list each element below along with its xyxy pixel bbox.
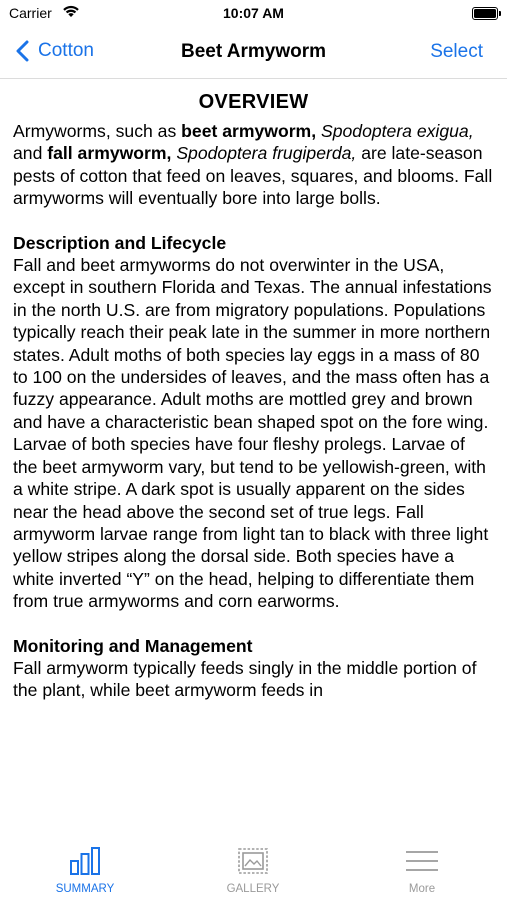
stamp-icon: [236, 846, 270, 876]
description-paragraph: Fall and beet armyworms do not overwinter in the USA, except in southern Florida and Texas. The annual infestations in the north U.S. are from migratory populations. Populations typically reach their peak late in the summer in more northern states. Adult moths of both species lay eggs in a mass of 80 to 100 on the undersides of leaves, and the mass often has a fuzzy appearance. Adult moths are mottled grey and brown and have a characteristic bean shaped spot on the fore wing. Larvae of both species have four fleshy prolegs. Larvae of the beet armyworm vary, but tend to be yellowish-green, with a white stripe. A dark spot is usually apparent on the sides near the head above the second set of true legs. Fall armyworm larvae range from light tan to black with three light yellow stripes along the dorsal side. Both species have a white inverted “Y” on the head, helping to differentiate them from true armyworms and corn earworms.: [13, 255, 492, 612]
description-heading: Description and Lifecycle: [13, 232, 227, 253]
tab-more[interactable]: [362, 846, 482, 895]
beet-armyworm-term: beet armyworm,: [181, 121, 317, 141]
hamburger-icon: [405, 846, 439, 876]
monitoring-heading: Monitoring and Management: [13, 635, 253, 656]
back-label: Cotton: [38, 40, 94, 61]
status-time: 10:07 AM: [223, 5, 284, 21]
fall-armyworm-species: Spodoptera frugiperda,: [171, 143, 357, 164]
beet-armyworm-species: Spodoptera exigua,: [316, 121, 474, 141]
tab-gallery[interactable]: [193, 846, 313, 895]
overview-paragraph: Armyworms, such as beet armyworm, Spodoptera exigua, and fall armyworm, Spodoptera frugiperda, are late-season pests of cotton that feed on leaves, squares, and blooms. Fall armyworms will eventually bore into large bolls.: [13, 121, 493, 209]
carrier-label: Carrier: [9, 5, 52, 21]
monitoring-paragraph: Fall armyworm typically feeds singly in the middle portion of the plant, while beet armyworm feeds in: [13, 657, 477, 701]
tab-summary[interactable]: [25, 846, 145, 895]
battery-icon: [472, 7, 498, 20]
status-bar: [0, 0, 507, 28]
tab-summary-label: SUMMARY: [55, 883, 115, 895]
tab-bar: [0, 838, 507, 900]
select-button[interactable]: Select: [430, 41, 483, 62]
page-title: Beet Armyworm: [180, 41, 326, 62]
navigation-bar: [0, 28, 507, 79]
section-heading: OVERVIEW: [198, 91, 309, 113]
tab-more-label: More: [408, 883, 436, 895]
tab-gallery-label: GALLERY: [226, 883, 280, 895]
article-content[interactable]: [0, 79, 507, 767]
fall-armyworm-term: fall armyworm,: [47, 143, 172, 164]
bar-chart-icon: [69, 846, 101, 876]
